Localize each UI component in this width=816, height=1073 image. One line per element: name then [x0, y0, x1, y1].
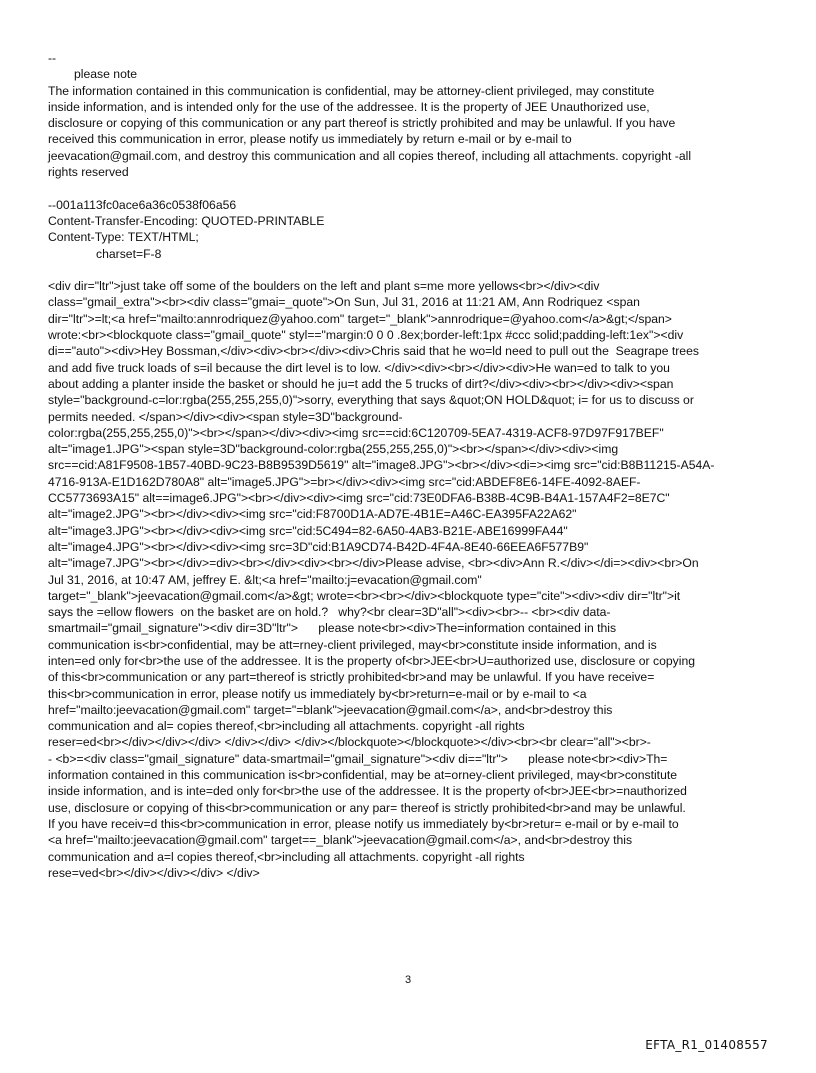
html-source-line: communication is<br>confidential, may be att=rney-client privileged, may<br>constitute inside information, and is [48, 637, 657, 652]
html-source-line: CC5773693A15" alt==image6.JPG"><br></div><div><img src="cid:73E0DFA6-B38B-4C9B-B4A1-157A4F2=8E7C" [48, 491, 670, 506]
html-source-line: dir="ltr">=lt;<a href="mailto:annrodriquez@yahoo.com" target="_blank">annrodrique=@yahoo.com</a>&gt;</span> [48, 311, 672, 326]
html-source-line: smartmail="gmail_signature"><div dir=3D"ltr"> please note<br><div>The=information contained in this [48, 621, 617, 636]
html-source-line: and add five truck loads of s=il because the dirt level is to low. </div><div><br></div><div>He wan=ed to talk to you [48, 360, 670, 375]
blank-line [48, 262, 776, 278]
html-source-line: alt="image2.JPG"><br></div><div><img src="cid:F8700D1A-AD7E-4B1E=A46C-EA395FA22A62" [48, 507, 577, 522]
html-source-line: <a href="mailto:jeevacation@gmail.com" target==_blank">jeevacation@gmail.com</a>, and<br>destroy this [48, 833, 633, 848]
html-source-line: wrote:<br><blockquote class="gmail_quote" styl=="margin:0 0 0 .8ex;border-left:1px #ccc solid;padding-left:1ex"><div [48, 328, 684, 343]
disclaimer-line: received this communication in error, please notify us immediately by return e-mail or by e-mail to [48, 132, 572, 147]
mime-charset: charset=F-8 [96, 246, 162, 261]
html-source-line: says the =ellow flowers on the basket are on hold.? why?<br clear=3D"all"><div><br>-- <br><div data- [48, 605, 611, 620]
html-source-line: If you have receiv=d this<br>communication in error, please notify us immediately by<br>retur= e-mail or by e-mail to [48, 816, 679, 831]
document-id: EFTA_R1_01408557 [645, 1038, 768, 1052]
html-source-line: communication and al= copies thereof,<br>including all attachments. copyright -all rights [48, 719, 525, 734]
html-source-line: - <b>=<div class="gmail_signature" data-smartmail="gmail_signature"><div di=="ltr"> please note<br><div>Th= [48, 751, 668, 766]
html-source-line: alt="image1.JPG"><span style=3D"background-color:rgba(255,255,255,0)"><br></span></div><div><img [48, 442, 619, 457]
html-source-line: rese=ved<br></div></div></div> </div> [48, 865, 260, 880]
html-source-line: inside information, and is inte=ded only for<br>the use of the addressee. It is the property of<br>JEE<br>=nauthorized [48, 784, 687, 799]
html-source-line: di=="auto"><div>Hey Bossman,</div><div><br></div><div>Chris said that he wo=ld need to pull out the Seagrape trees [48, 344, 699, 359]
html-source-line: alt="image4.JPG"><br></div><div><img src=3D"cid:B1A9CD74-B42D-4F4A-8E40-66EEA6F577B9" [48, 539, 589, 554]
html-body-source [48, 278, 776, 881]
html-source-line: href="mailto:jeevacation@gmail.com" target="=blank">jeevacation@gmail.com</a>, and<br>destroy this [48, 702, 613, 717]
html-source-line: about adding a planter inside the basket or should he ju=t add the 5 trucks of dirt?</div><div><br></div><div><span [48, 376, 674, 391]
html-source-line: <div dir="ltr">just take off some of the boulders on the left and plant s=me more yellows<br></div><div [48, 279, 600, 294]
mime-header [48, 197, 776, 262]
html-source-line: alt="image3.JPG"><br></div><div><img src="cid:5C494=82-6A50-4AB3-B21E-ABE16999FA44" [48, 523, 568, 538]
html-source-line: class="gmail_extra"><br><div class="gmai=_quote">On Sun, Jul 31, 2016 at 11:21 AM, Ann Rodriquez <span [48, 295, 640, 310]
disclaimer-line: The information contained in this communication is confidential, may be attorney-client privileged, may constitute [48, 83, 655, 98]
mime-content-type: Content-Type: TEXT/HTML; [48, 230, 199, 245]
disclaimer-line: jeevacation@gmail.com, and destroy this communication and all copies thereof, including all attachments. copyright -all [48, 148, 692, 163]
page-number: 3 [404, 974, 412, 986]
html-source-line: of this<br>communication or any part=thereof is strictly prohibited<br>and may be unlawful. If you have receive= [48, 670, 655, 685]
html-source-line: communication and a=l copies thereof,<br>including all attachments. copyright -all rights [48, 849, 525, 864]
mime-transfer-encoding: Content-Transfer-Encoding: QUOTED-PRINTABLE [48, 213, 325, 228]
disclaimer-line: rights reserved [48, 165, 129, 180]
html-source-line: 4716-913A-E1D162D780A8" alt="image5.JPG">=br></div><div><img src="cid:ABDEF8E6-14FE-4092-8AEF- [48, 474, 641, 489]
html-source-line: alt="image7.JPG"><br></div>=div><br></div><div><br></div>Please advise, <br><div>Ann R.</div></di=><div><br>On [48, 556, 699, 571]
html-source-line: target="_blank">jeevacation@gmail.com</a>&gt; wrote=<br><br></div><blockquote type="cite"><div><div dir="ltr">it [48, 588, 681, 603]
signature-separator: -- [48, 51, 57, 65]
html-source-line: information contained in this communication is<br>confidential, may be at=orney-client privileged, may<br>constitute [48, 768, 678, 783]
disclaimer-line: disclosure or copying of this communication or any part thereof is strictly prohibited and may be unlawful. If you have [48, 116, 676, 131]
html-source-line: style="background-c=lor:rgba(255,255,255,0)">sorry, everything that says &quot;ON HOLD&quot; i= for us to discuss or [48, 393, 694, 408]
disclaimer-line: inside information, and is intended only for the use of the addressee. It is the property of JEE Unauthorized use, [48, 99, 650, 114]
please-note-label: please note [74, 67, 138, 82]
mime-boundary: --001a113fc0ace6a36c0538f06a56 [48, 197, 237, 212]
html-source-line: src==cid:A81F9508-1B57-40BD-9C23-B8B9539D5619" alt="image8.JPG"><br></div><di=><img src="cid:B8B11215-A54A- [48, 458, 715, 473]
html-source-line: color:rgba(255,255,255,0)"><br></span></div><div><img src==cid:6C120709-5EA7-4319-ACF8-97D97F917BEF" [48, 425, 664, 440]
html-source-line: Jul 31, 2016, at 10:47 AM, jeffrey E. &lt;<a href="mailto:j=evacation@gmail.com" [48, 572, 482, 587]
blank-line [48, 180, 776, 196]
html-source-line: this<br>communication in error, please notify us immediately by<br>return=e-mail or by e-mail to <a [48, 686, 587, 701]
document-body [48, 50, 776, 881]
signature-block [48, 50, 776, 180]
html-source-line: permits needed. </span></div><div><span style=3D"background- [48, 409, 403, 424]
html-source-line: use, disclosure or copying of this<br>communication or any par= thereof is strictly prohibited<br>and may be unlawful. [48, 800, 686, 815]
html-source-line: reser=ed<br></div></div></div> </div></div> </div></blockquote></blockquote></div><br><br clear="all"><br>- [48, 735, 651, 750]
html-source-line: inten=ed only for<br>the use of the addressee. It is the property of<br>JEE<br>U=authorized use, disclosure or copying [48, 653, 696, 668]
